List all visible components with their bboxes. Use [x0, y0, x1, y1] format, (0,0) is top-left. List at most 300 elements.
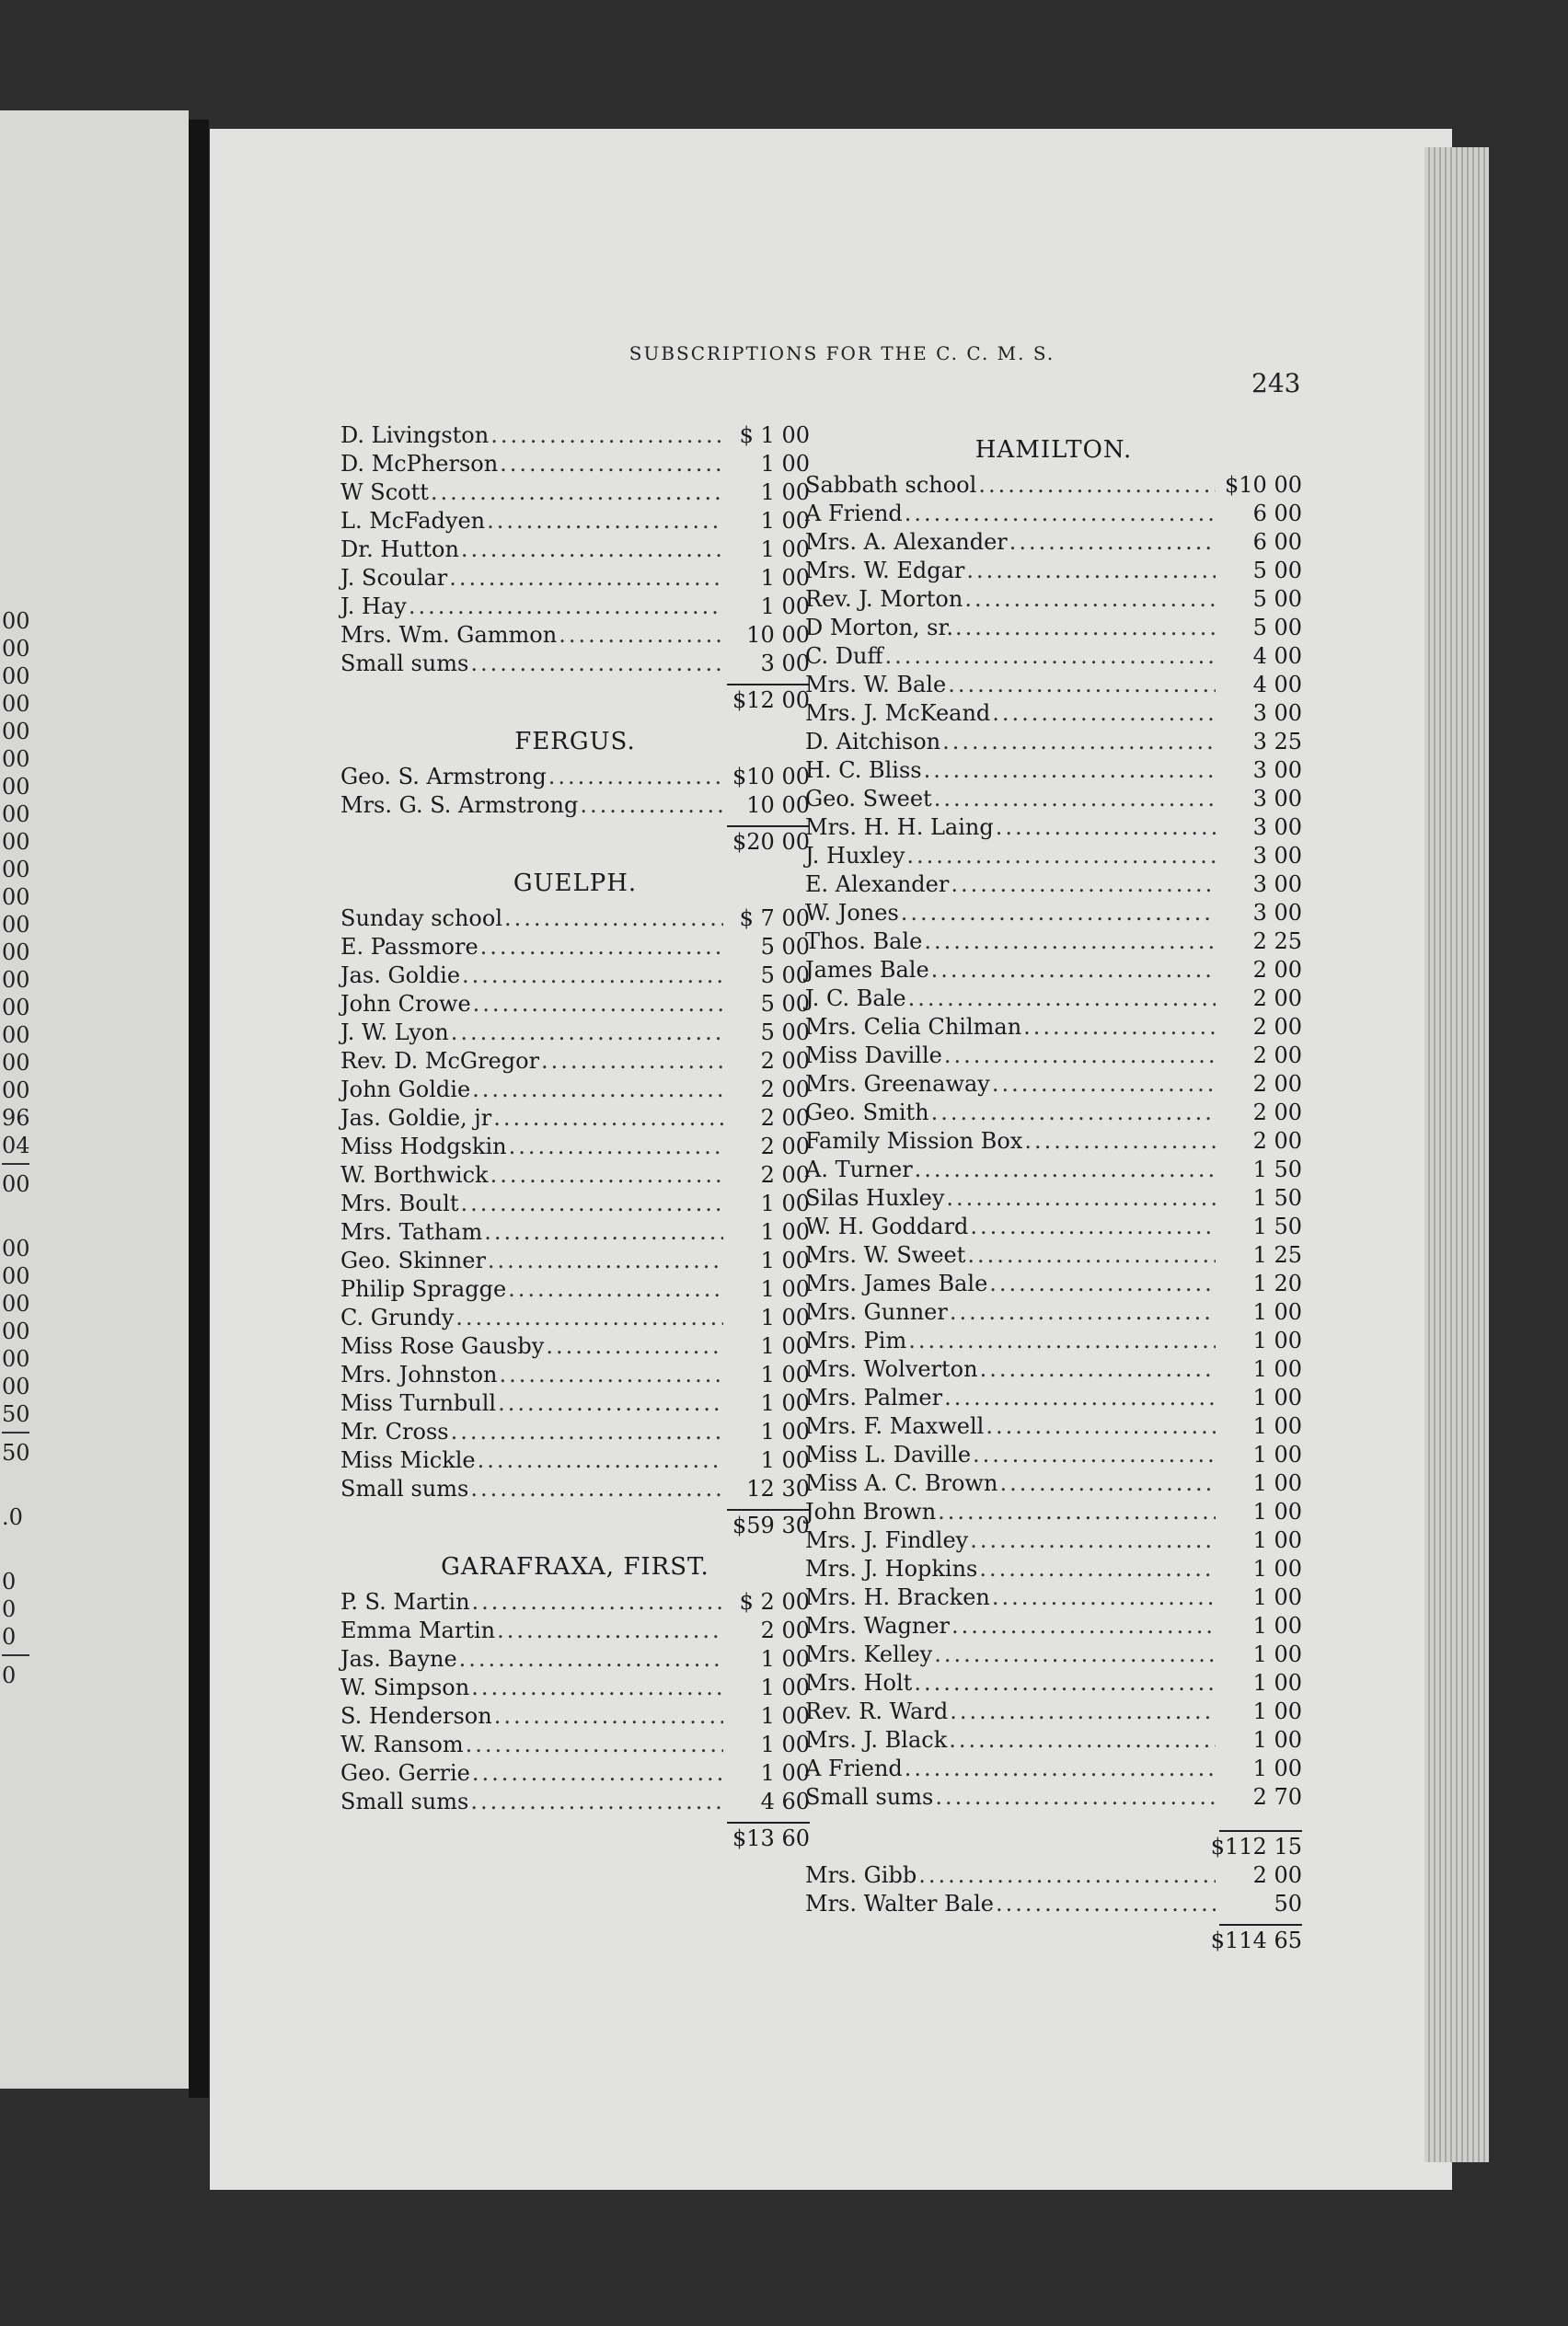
- subscription-entry: [340, 1674, 810, 1702]
- dot-leader: [455, 1304, 723, 1332]
- subscription-amount: 1 00: [760, 1447, 810, 1473]
- subscription-amount: 5 00: [1252, 586, 1302, 612]
- subscription-entry: [340, 1190, 810, 1218]
- subscription-amount: 1 00: [760, 479, 810, 505]
- subscriber-name: Miss Daville: [805, 1042, 942, 1068]
- subscriber-name: Rev. J. Morton: [805, 586, 963, 612]
- dot-leader: [431, 478, 723, 507]
- subscription-amount: 1 00: [760, 1219, 810, 1245]
- margin-number: 00: [2, 1263, 30, 1289]
- subscriber-name: Geo. Gerrie: [340, 1760, 470, 1786]
- subscriber-name: Mrs. G. S. Armstrong: [340, 792, 579, 818]
- subscription-amount: 1 00: [760, 508, 810, 534]
- subscription-entry: [340, 1133, 810, 1161]
- subscriber-name: Silas Huxley: [805, 1185, 945, 1211]
- subscriber-name: Mrs. Johnston: [340, 1362, 498, 1388]
- subscription-amount: 2 00: [1252, 957, 1302, 983]
- dot-leader: [906, 842, 1216, 870]
- dot-leader: [472, 1759, 723, 1788]
- dot-leader: [459, 1645, 723, 1674]
- subscription-amount: 3 00: [1252, 757, 1302, 783]
- subscriber-name: W. Borthwick: [340, 1162, 489, 1188]
- subscription-amount: 1 25: [1252, 1242, 1302, 1268]
- subscription-entry: [340, 535, 810, 564]
- entry-list: [340, 421, 810, 678]
- dot-leader: [908, 985, 1216, 1013]
- subscription-entry: [340, 507, 810, 535]
- subscription-entry: [805, 985, 1302, 1013]
- subscription-entry: [340, 1645, 810, 1674]
- margin-number: 00: [2, 774, 30, 800]
- subscription-entry: [805, 956, 1302, 985]
- subscription-amount: 2 00: [760, 1077, 810, 1102]
- subscription-amount: 1 00: [760, 1191, 810, 1216]
- subscription-entry: [340, 1389, 810, 1418]
- subscription-amount: 4 00: [1252, 643, 1302, 669]
- margin-number: 00: [2, 1077, 30, 1103]
- subscription-amount: 1 00: [760, 1362, 810, 1388]
- margin-number: 00: [2, 857, 30, 882]
- dot-leader: [580, 791, 723, 820]
- right-column: [805, 423, 1302, 1955]
- subscription-amount: 3 00: [1252, 814, 1302, 840]
- dot-leader: [499, 1361, 723, 1389]
- subscriber-name: Geo. Sweet: [805, 786, 932, 812]
- margin-number: 0: [2, 1624, 17, 1650]
- margin-number: 00: [2, 1236, 30, 1261]
- page-number: 243: [1251, 368, 1301, 398]
- subscriber-name: Geo. S. Armstrong: [340, 764, 547, 789]
- subscriber-name: Mrs. J. Hopkins: [805, 1556, 978, 1582]
- subscription-amount: 3 00: [1252, 871, 1302, 897]
- dot-leader: [924, 756, 1216, 785]
- subscription-entry: [340, 1418, 810, 1446]
- subscription-entry: [805, 756, 1302, 785]
- margin-number: 04: [2, 1133, 30, 1158]
- subscription-entry: [340, 791, 810, 820]
- subscription-amount: $ 7 00: [739, 905, 810, 931]
- subscriber-name: W. Ransom: [340, 1732, 464, 1757]
- subscription-entry: [805, 1241, 1302, 1270]
- subscription-amount: 4 60: [760, 1789, 810, 1814]
- subscriber-name: Mrs. Gunner: [805, 1299, 948, 1325]
- dot-leader: [992, 1070, 1216, 1099]
- section-total: $114 65: [1210, 1928, 1302, 1953]
- subscriber-name: Mrs. W. Sweet: [805, 1242, 966, 1268]
- dot-leader: [966, 557, 1216, 585]
- subscription-entry: [805, 1555, 1302, 1583]
- subscriber-name: John Goldie: [340, 1077, 471, 1102]
- subscriber-name: Mrs. Walter Bale: [805, 1891, 994, 1917]
- dot-leader: [471, 1674, 723, 1702]
- subscription-amount: 5 00: [760, 1019, 810, 1045]
- subscription-entry: [805, 813, 1302, 842]
- entry-list: [805, 471, 1302, 1812]
- margin-number: 00: [2, 967, 30, 993]
- dot-leader: [970, 1213, 1216, 1241]
- subscription-amount: 2 00: [1252, 1071, 1302, 1097]
- subscription-entry: [805, 1042, 1302, 1070]
- margin-number: 0: [2, 1569, 17, 1595]
- subscription-entry: [340, 450, 810, 478]
- margin-number: 96: [2, 1105, 30, 1131]
- subscription-amount: 1 00: [760, 1419, 810, 1445]
- subscriber-name: Emma Martin: [340, 1618, 496, 1643]
- section-title: GUELPH.: [513, 869, 638, 897]
- subscriber-name: Miss Mickle: [340, 1447, 476, 1473]
- margin-number: 00: [2, 636, 30, 662]
- dot-leader: [964, 585, 1216, 614]
- section-continued: [340, 421, 810, 715]
- dot-leader: [950, 1698, 1216, 1726]
- subscriber-name: W Scott: [340, 479, 429, 505]
- dot-leader: [999, 1469, 1216, 1498]
- subscription-entry: [340, 1076, 810, 1104]
- subscriber-name: Miss Rose Gausby: [340, 1333, 545, 1359]
- dot-leader: [484, 1218, 723, 1247]
- subscriber-name: D. Aitchison: [805, 729, 941, 754]
- entry-list: [805, 1861, 1302, 1918]
- subscription-entry: [340, 1617, 810, 1645]
- subscription-entry: [805, 585, 1302, 614]
- margin-number: 00: [2, 1374, 30, 1399]
- subscription-entry: [805, 1583, 1302, 1612]
- subscription-entry: [805, 1355, 1302, 1384]
- subscription-amount: 2 00: [760, 1618, 810, 1643]
- dot-leader: [905, 500, 1216, 528]
- dot-leader: [951, 1612, 1216, 1641]
- subscription-amount: 10 00: [746, 622, 810, 648]
- dot-leader: [938, 1498, 1216, 1526]
- dot-leader: [466, 1731, 723, 1759]
- subscriber-name: Small sums: [340, 1789, 469, 1814]
- subscriber-name: Mrs. Wm. Gammon: [340, 622, 558, 648]
- dot-leader: [500, 450, 723, 478]
- margin-number: 50: [2, 1440, 30, 1466]
- section-subtotal: $112 15: [1210, 1834, 1302, 1860]
- dot-leader: [498, 1389, 723, 1418]
- subscriber-name: Jas. Goldie: [340, 962, 461, 988]
- dot-leader: [986, 1412, 1216, 1441]
- subscriber-name: John Brown: [805, 1499, 937, 1525]
- dot-leader: [461, 535, 723, 564]
- subscription-amount: $ 2 00: [739, 1589, 810, 1615]
- subscriber-name: S. Henderson: [340, 1703, 492, 1729]
- subscription-amount: $10 00: [732, 764, 810, 789]
- subscription-entry: [340, 421, 810, 450]
- dot-leader: [1024, 1127, 1216, 1156]
- subscription-amount: 2 25: [1252, 928, 1302, 954]
- dot-leader: [478, 1446, 723, 1475]
- subscription-entry: [340, 1019, 810, 1047]
- left-page-margin-numbers: [2, 607, 57, 1689]
- dot-leader: [885, 642, 1216, 671]
- entry-list: [340, 904, 810, 1503]
- subscription-amount: 1 00: [760, 536, 810, 562]
- dot-leader: [472, 1588, 723, 1617]
- subscriber-name: Jas. Goldie, jr: [340, 1105, 492, 1131]
- subscriber-name: Miss Turnbull: [340, 1390, 497, 1416]
- subscriber-name: John Crowe: [340, 991, 471, 1017]
- dot-leader: [908, 1327, 1216, 1355]
- dot-leader: [950, 1298, 1216, 1327]
- subscription-entry: [805, 1327, 1302, 1355]
- subscription-entry: [805, 1498, 1302, 1526]
- subscription-amount: 1 00: [1252, 1413, 1302, 1439]
- left-column: [340, 421, 810, 1853]
- subscription-amount: 1 20: [1252, 1271, 1302, 1296]
- subscription-entry: [805, 528, 1302, 557]
- section-garafraxa: [340, 1553, 810, 1853]
- subscription-amount: 2 00: [760, 1048, 810, 1074]
- dot-leader: [508, 1275, 723, 1304]
- subscription-amount: 5 00: [1252, 615, 1302, 640]
- subscription-amount: 50: [1274, 1891, 1302, 1917]
- subscriber-name: Mrs. Celia Chilman: [805, 1014, 1022, 1040]
- subscription-amount: 1 50: [1252, 1214, 1302, 1239]
- subscriber-name: A Friend: [805, 1756, 903, 1781]
- section-total: $13 60: [732, 1825, 810, 1851]
- subscription-amount: 2 00: [760, 1134, 810, 1159]
- dot-leader: [996, 813, 1216, 842]
- subscriber-name: Mrs. F. Maxwell: [805, 1413, 985, 1439]
- running-head: SUBSCRIPTIONS FOR THE C. C. M. S.: [628, 342, 1055, 364]
- margin-number: 00: [2, 912, 30, 938]
- subscription-amount: 1 00: [1252, 1385, 1302, 1411]
- subscriber-name: Mrs. Wolverton: [805, 1356, 978, 1382]
- subscription-entry: [805, 614, 1302, 642]
- subscriber-name: C. Grundy: [340, 1305, 455, 1330]
- subscription-entry: [340, 650, 810, 678]
- section-total: $59 30: [732, 1513, 810, 1538]
- dot-leader: [901, 899, 1216, 927]
- subscriber-name: J. Huxley: [805, 843, 905, 869]
- dot-leader: [996, 1890, 1216, 1918]
- margin-number: 50: [2, 1401, 30, 1427]
- subscription-entry: [340, 1161, 810, 1190]
- subscription-amount: 1 00: [760, 1703, 810, 1729]
- subscriber-name: J. Scoular: [340, 565, 448, 591]
- subscription-amount: 1 00: [760, 1305, 810, 1330]
- dot-leader: [470, 1475, 723, 1503]
- dot-leader: [509, 1133, 723, 1161]
- subscriber-name: J. C. Bale: [805, 985, 906, 1011]
- subscriber-name: D. Livingston: [340, 422, 490, 448]
- margin-number: 0: [2, 1663, 17, 1688]
- subscription-entry: [340, 763, 810, 791]
- subscription-amount: 3 00: [1252, 900, 1302, 926]
- subscriber-name: Mrs. Greenaway: [805, 1071, 990, 1097]
- subscription-amount: 3 25: [1252, 729, 1302, 754]
- subscriber-name: P. S. Martin: [340, 1589, 470, 1615]
- subscription-entry: [340, 1361, 810, 1389]
- subscription-entry: [340, 990, 810, 1019]
- subscription-amount: 3 00: [760, 651, 810, 676]
- subscription-amount: 1 00: [1252, 1756, 1302, 1781]
- subscription-amount: 4 00: [1252, 672, 1302, 697]
- subscription-entry: [805, 728, 1302, 756]
- subscription-entry: [805, 1890, 1302, 1918]
- dot-leader: [992, 699, 1216, 728]
- subscriber-name: Mrs. Pim: [805, 1328, 907, 1353]
- subscriber-name: W. Simpson: [340, 1675, 470, 1700]
- subscriber-name: C. Duff: [805, 643, 883, 669]
- subscription-amount: 6 00: [1252, 529, 1302, 555]
- subscription-entry: [805, 1213, 1302, 1241]
- subscription-amount: 1 00: [1252, 1499, 1302, 1525]
- subscription-entry: [805, 1156, 1302, 1184]
- subscription-amount: $10 00: [1225, 472, 1302, 498]
- subscription-entry: [340, 1275, 810, 1304]
- subscription-entry: [340, 1332, 810, 1361]
- dot-leader: [559, 621, 723, 650]
- subscriber-name: W. H. Goddard: [805, 1214, 969, 1239]
- subscriber-name: Sunday school: [340, 905, 503, 931]
- subscriber-name: Mrs. W. Edgar: [805, 558, 965, 583]
- subscription-amount: 3 00: [1252, 786, 1302, 812]
- subscription-amount: 6 00: [1252, 501, 1302, 526]
- subscription-amount: 1 00: [1252, 1727, 1302, 1753]
- subscriber-name: Miss L. Daville: [805, 1442, 972, 1468]
- subscription-amount: 1 00: [760, 1760, 810, 1786]
- dot-leader: [460, 1190, 723, 1218]
- margin-number: 00: [2, 1291, 30, 1317]
- margin-number: 00: [2, 1171, 30, 1197]
- subscriber-name: J. Hay: [340, 593, 407, 619]
- section-total: $12 00: [732, 687, 810, 713]
- subscription-amount: 3 00: [1252, 700, 1302, 726]
- subscriber-name: E. Alexander: [805, 871, 950, 897]
- margin-rule: [2, 1432, 29, 1434]
- dot-leader: [490, 421, 723, 450]
- subscription-entry: [340, 1446, 810, 1475]
- subscriber-name: Small sums: [805, 1784, 934, 1810]
- subscription-amount: $ 1 00: [739, 422, 810, 448]
- subscription-entry: [340, 1218, 810, 1247]
- dot-leader: [979, 1555, 1216, 1583]
- subscription-entry: [340, 1047, 810, 1076]
- subscriber-name: Rev. D. McGregor: [340, 1048, 540, 1074]
- dot-leader: [980, 1355, 1216, 1384]
- subscription-entry: [340, 593, 810, 621]
- dot-leader: [1009, 528, 1216, 557]
- dot-leader: [472, 1076, 723, 1104]
- subscription-amount: 5 00: [760, 962, 810, 988]
- subscription-entry: [805, 1013, 1302, 1042]
- subscriber-name: Dr. Hutton: [340, 536, 459, 562]
- subscription-entry: [805, 557, 1302, 585]
- dot-leader: [462, 961, 723, 990]
- subscription-entry: [340, 961, 810, 990]
- dot-leader: [931, 956, 1216, 985]
- dot-leader: [944, 1384, 1216, 1412]
- subscription-amount: 1 00: [760, 1333, 810, 1359]
- subscription-entry: [805, 1099, 1302, 1127]
- dot-leader: [934, 785, 1216, 813]
- margin-number: 00: [2, 1318, 30, 1344]
- subscription-amount: 1 00: [760, 1390, 810, 1416]
- subscription-amount: 2 00: [1252, 1100, 1302, 1125]
- subscription-amount: 10 00: [746, 792, 810, 818]
- dot-leader: [905, 1755, 1216, 1783]
- page-edges: [1424, 147, 1489, 2162]
- dot-leader: [470, 650, 723, 678]
- margin-number: 00: [2, 746, 30, 772]
- dot-leader: [473, 990, 723, 1019]
- section-title: HAMILTON.: [974, 436, 1133, 464]
- margin-number: 00: [2, 1050, 30, 1076]
- subscription-amount: 1 00: [760, 1248, 810, 1273]
- dot-leader: [924, 927, 1216, 956]
- margin-number: 00: [2, 608, 30, 634]
- subscriber-name: Philip Spragge: [340, 1276, 507, 1302]
- margin-number: .0: [2, 1504, 23, 1530]
- subscription-entry: [805, 1641, 1302, 1669]
- section-fergus: [340, 728, 810, 857]
- dot-leader: [541, 1047, 723, 1076]
- subscriber-name: Mr. Cross: [340, 1419, 449, 1445]
- dot-leader: [548, 763, 723, 791]
- subscriber-name: W. Jones: [805, 900, 899, 926]
- subscription-entry: [805, 1612, 1302, 1641]
- subscription-entry: [340, 1731, 810, 1759]
- subscriber-name: A Friend: [805, 501, 903, 526]
- subscription-amount: 12 30: [746, 1476, 810, 1502]
- dot-leader: [992, 1583, 1216, 1612]
- subscription-amount: 1 00: [760, 593, 810, 619]
- dot-leader: [915, 1156, 1216, 1184]
- dot-leader: [942, 728, 1216, 756]
- margin-rule: [2, 1163, 29, 1165]
- subscription-amount: 1 00: [1252, 1584, 1302, 1610]
- dot-leader: [914, 1669, 1216, 1698]
- dot-leader: [970, 1526, 1216, 1555]
- dot-leader: [494, 1702, 723, 1731]
- subscriber-name: Family Mission Box: [805, 1128, 1023, 1154]
- dot-leader: [487, 507, 723, 535]
- subscription-entry: [805, 1783, 1302, 1812]
- subscription-entry: [805, 1384, 1302, 1412]
- margin-number: 00: [2, 829, 30, 855]
- dot-leader: [449, 564, 723, 593]
- subscriber-name: A. Turner: [805, 1157, 913, 1182]
- subscriber-name: Mrs. James Bale: [805, 1271, 988, 1296]
- dot-leader: [934, 1641, 1216, 1669]
- subscription-entry: [805, 1726, 1302, 1755]
- subscription-entry: [340, 478, 810, 507]
- dot-leader: [978, 471, 1216, 500]
- dot-leader: [973, 1441, 1216, 1469]
- subscription-entry: [340, 904, 810, 933]
- margin-rule: [2, 1654, 29, 1656]
- dot-leader: [546, 1332, 723, 1361]
- section-title: GARAFRAXA, FIRST.: [441, 1553, 709, 1581]
- dot-leader: [944, 1042, 1216, 1070]
- margin-number: 00: [2, 1022, 30, 1048]
- subscriber-name: D Morton, sr.: [805, 615, 953, 640]
- subscriber-name: Thos. Bale: [805, 928, 923, 954]
- entry-list: [340, 1588, 810, 1816]
- subscriber-name: Mrs. H. Bracken: [805, 1584, 990, 1610]
- subscriber-name: Mrs. Boult: [340, 1191, 459, 1216]
- margin-number: 00: [2, 801, 30, 827]
- subscription-amount: 1 00: [1252, 1470, 1302, 1496]
- subscription-amount: 2 00: [1252, 1862, 1302, 1888]
- subscription-amount: 1 50: [1252, 1157, 1302, 1182]
- margin-number: 00: [2, 995, 30, 1020]
- subscription-entry: [805, 1412, 1302, 1441]
- dot-leader: [493, 1104, 723, 1133]
